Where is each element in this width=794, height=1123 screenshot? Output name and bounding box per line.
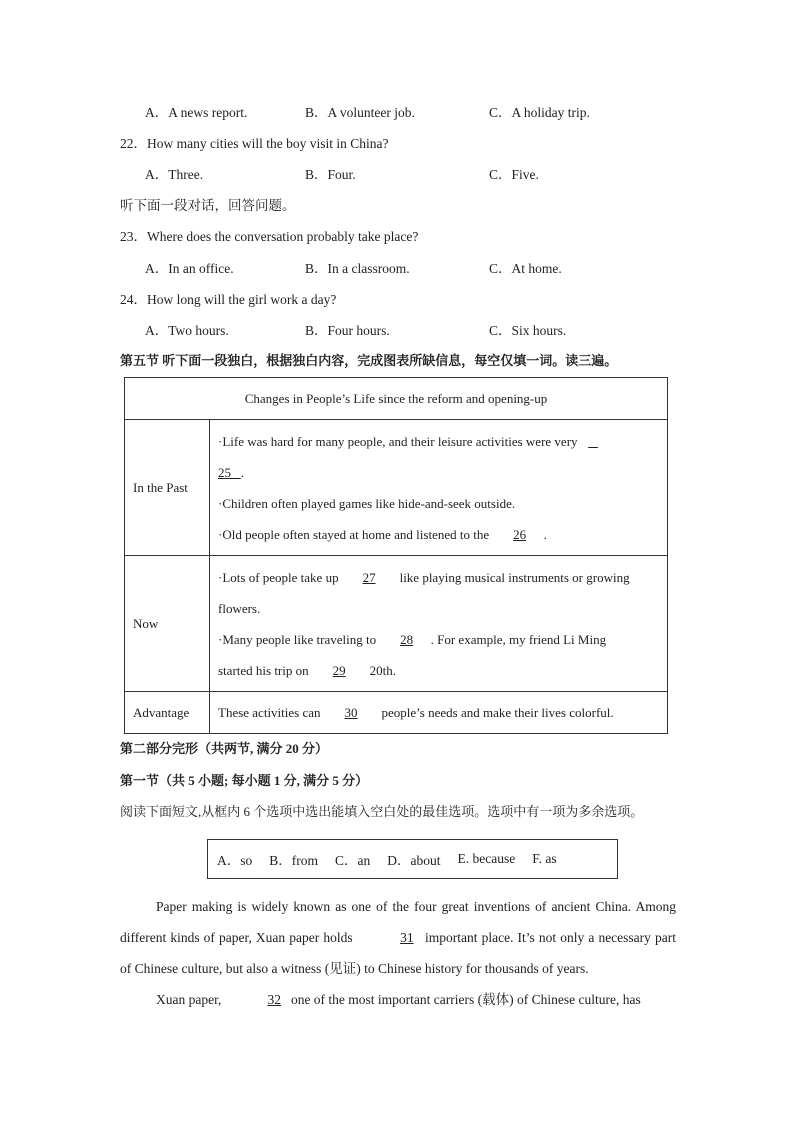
past-line-3: ·Old people often stayed at home and listened to the <box>218 526 490 542</box>
blank-29: 29 <box>332 662 346 678</box>
q23-stem: 23．Where does the conversation probably take place? <box>120 229 419 244</box>
q24-option-b: B．Four hours. <box>305 323 390 338</box>
q23-option-a: A．In an office. <box>145 261 234 276</box>
option-f: F. as <box>532 851 557 866</box>
q23-option-b: B．In a classroom. <box>305 261 410 276</box>
q22-option-a: A．Three. <box>145 167 204 182</box>
section1-instruction: 阅读下面短文,从框内 6 个选项中选出能填入空白处的最佳选项。选项中有一项为多余选项。 <box>120 804 644 819</box>
q21-option-c: C．A holiday trip. <box>489 105 590 120</box>
q21-option-b: B．A volunteer job. <box>305 105 415 120</box>
now-line-2d: 20th. <box>369 662 397 678</box>
blank-26: 26 <box>513 526 527 542</box>
now-cell <box>210 556 668 692</box>
now-line-2a: ·Many people like traveling to <box>218 631 377 647</box>
row-label-advantage: Advantage <box>125 692 210 734</box>
blank-30: 30 <box>344 704 358 720</box>
past-cell: ·Life was hard for many people, and their leisure activities were very 25 . ·Children often played games like hide-and-seek outside. ·Old people often stayed at home and listened to the 26 . <box>210 420 668 556</box>
option-c: C．an <box>335 853 371 868</box>
options-box <box>207 839 618 879</box>
section1-heading: 第一节（共 5 小题; 每小题 1 分, 满分 5 分） <box>120 773 369 788</box>
option-d: D．about <box>387 853 441 868</box>
advantage-cell <box>210 692 668 734</box>
q22-stem: 22．How many cities will the boy visit in China? <box>120 136 389 151</box>
q24-option-a: A．Two hours. <box>145 323 229 338</box>
now-line-2b: . For example, my friend Li Ming <box>430 631 607 647</box>
option-a: A．so <box>217 853 253 868</box>
advantage-b: people’s needs and make their lives colorful. <box>381 704 614 720</box>
now-line-1a: ·Lots of people take up <box>218 569 339 585</box>
q22-option-b: B．Four. <box>305 167 356 182</box>
option-e: E. because <box>457 851 516 866</box>
past-line-2: ·Children often played games like hide-and-seek outside. <box>218 495 516 511</box>
part2-heading: 第二部分完形（共两节, 满分 20 分） <box>120 741 329 756</box>
section5-heading: 第五节 听下面一段独白，根据独白内容，完成图表所缺信息，每空仅填一词。读三遍。 <box>120 353 618 368</box>
row-label-now: Now <box>125 556 210 692</box>
blank-31: 31 <box>400 930 414 945</box>
passage-paragraph-1: Paper making is widely known as one of the four great inventions of ancient China. Among different kinds of paper, Xuan paper holds 31 important place. It’s not only a necessary part of Chinese culture, but also a witness (见证) to Chinese history for thousands of years. <box>120 899 676 976</box>
listen-instruction: 听下面一段对话，回答问题。 <box>120 198 296 213</box>
past-line-1: ·Life was hard for many people, and their leisure activities were very <box>218 433 578 449</box>
q22-option-c: C．Five. <box>489 167 539 182</box>
blank-25: 25 <box>218 464 231 480</box>
table-title: Changes in People’s Life since the reform and opening-up <box>125 378 668 420</box>
option-b: B．from <box>269 853 319 868</box>
passage-paragraph-2: Xuan paper, 32 one of the most important carriers (载体) of Chinese culture, has <box>120 984 676 1015</box>
q24-option-c: C．Six hours. <box>489 323 567 338</box>
info-table <box>124 377 668 734</box>
blank-28: 28 <box>400 631 414 647</box>
row-label-past: In the Past <box>125 420 210 556</box>
q21-option-a: A．A news report. <box>145 105 248 120</box>
q23-option-c: C．At home. <box>489 261 562 276</box>
q24-stem: 24．How long will the girl work a day? <box>120 292 337 307</box>
now-line-2c: started his trip on <box>218 662 309 678</box>
advantage-a: These activities can <box>218 704 321 720</box>
now-line-1c: flowers. <box>218 600 261 616</box>
blank-27: 27 <box>362 569 376 585</box>
now-line-1b: like playing musical instruments or growing <box>399 569 630 585</box>
blank-32: 32 <box>267 992 281 1007</box>
